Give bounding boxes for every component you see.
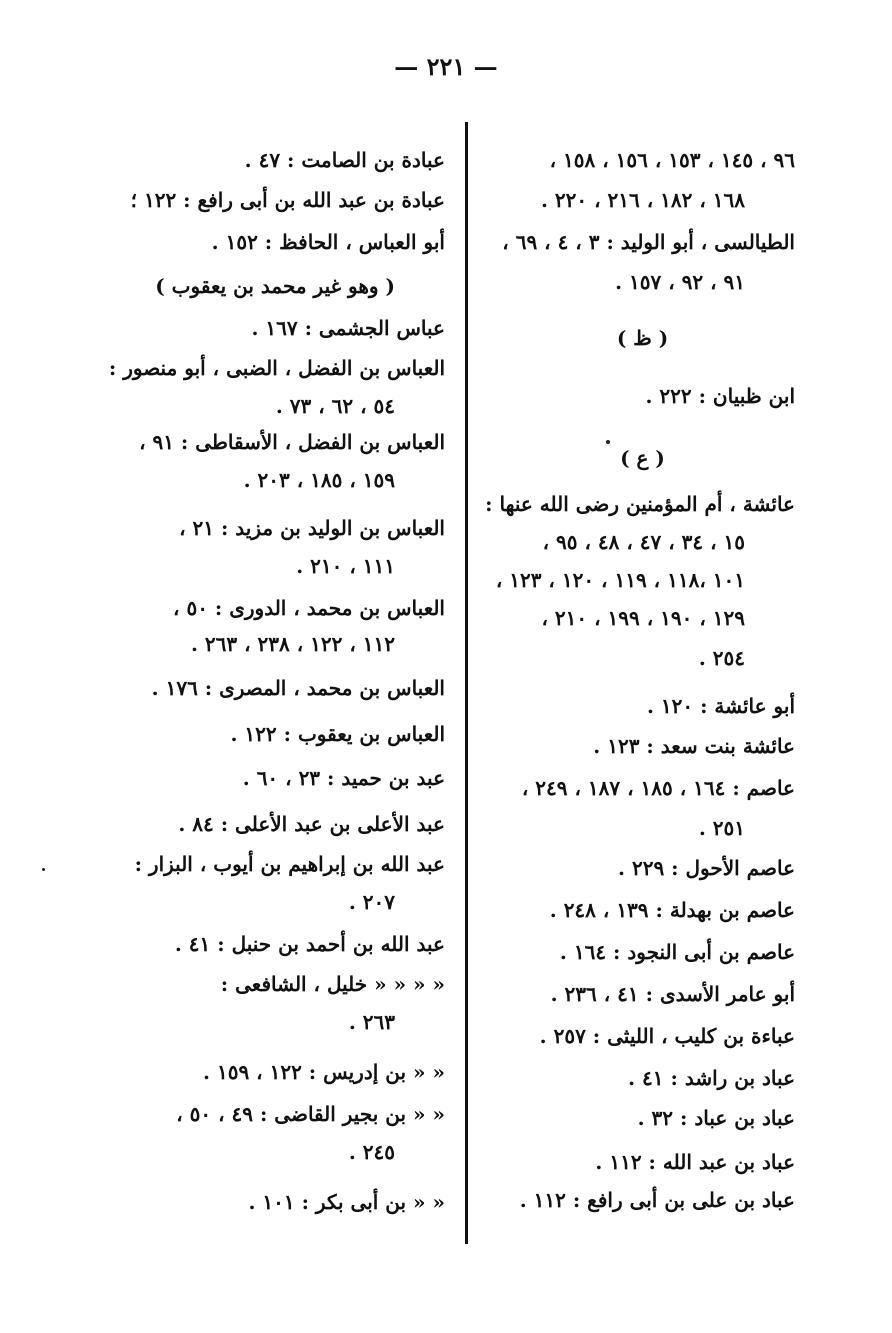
index-line: ١١٢ ، ١٢٢ ، ٢٣٨ ، ٢٦٣ . <box>190 632 395 656</box>
index-line: عباد بن عباد : ٣٢ . <box>637 1106 795 1130</box>
index-line: ١٦٨ ، ١٨٢ ، ٢١٦ ، ٢٢٠ . <box>540 188 745 212</box>
index-line: ٥٤ ، ٦٢ ، ٧٣ . <box>275 394 395 418</box>
index-line: عباس الجشمى : ١٦٧ . <box>251 316 445 340</box>
index-line: ٢٠٧ . <box>348 890 395 914</box>
index-line: ٢٦٣ . <box>348 1010 395 1034</box>
index-line: ١٥ ، ٣٤ ، ٤٧ ، ٤٨ ، ٩٥ ، <box>542 530 745 554</box>
index-line: عبد الله بن إبراهيم بن أيوب ، البزار : <box>134 852 445 876</box>
index-line: ٢٥١ . <box>698 816 745 840</box>
index-line: ٩٦ ، ١٤٥ ، ١٥٣ ، ١٥٦ ، ١٥٨ ، <box>549 148 795 172</box>
index-line: أبو عائشة : ١٢٠ . <box>646 694 795 718</box>
index-line: عباءة بن كليب ، الليثى : ٢٥٧ . <box>539 1024 795 1048</box>
index-line: عباد بن عبد الله : ١١٢ . <box>595 1150 795 1174</box>
index-line: العباس بن الوليد بن مزيد : ٢١ ، <box>179 516 445 540</box>
section-letter-heading: ( ظ ) <box>616 326 669 350</box>
index-line: أبو عامر الأسدى : ٤١ ، ٢٣٦ . <box>550 982 795 1006</box>
index-line: عبد بن حميد : ٢٣ ، ٦٠ . <box>242 766 445 790</box>
index-line: عائشة ، أم المؤمنين رضى الله عنها : <box>485 492 795 516</box>
page-number: — ٢٢١ — <box>394 52 498 81</box>
index-line: الطيالسى ، أبو الوليد : ٣ ، ٤ ، ٦٩ ، <box>502 230 795 254</box>
index-line: العباس بن محمد ، المصرى : ١٧٦ . <box>151 676 445 700</box>
section-letter-heading: ( ع ) <box>620 446 665 470</box>
index-line: العباس بن يعقوب : ١٢٢ . <box>230 722 445 746</box>
index-line: العباس بن الفضل ، الضبى ، أبو منصور : <box>108 356 445 380</box>
index-line: العباس بن الفضل ، الأسقاطى : ٩١ ، <box>139 430 445 454</box>
index-line: ١٥٩ ، ١٨٥ ، ٢٠٣ . <box>243 468 395 492</box>
index-line: عبادة بن الصامت : ٤٧ . <box>244 148 445 172</box>
index-line: عاصم بن بهدلة : ١٣٩ ، ٢٤٨ . <box>549 898 795 922</box>
stray-dot <box>606 440 610 444</box>
index-note: ( وهو غير محمد بن يعقوب ) <box>155 274 395 298</box>
index-line: عبد الله بن أحمد بن حنبل : ٤١ . <box>174 932 445 956</box>
index-line: « « « « خليل ، الشافعى : <box>220 972 445 996</box>
index-line: « « بن إدريس : ١٢٢ ، ١٥٩ . <box>203 1060 445 1084</box>
index-line: عائشة بنت سعد : ١٢٣ . <box>593 734 795 758</box>
index-line: العباس بن محمد ، الدورى : ٥٠ ، <box>173 596 445 620</box>
index-line: عاصم بن أبى النجود : ١٦٤ . <box>559 940 795 964</box>
index-line: ٢٥٤ . <box>698 646 745 670</box>
index-line: « « بن بجير القاضى : ٤٩ ، ٥٠ ، <box>176 1102 445 1126</box>
index-line: ١٠١ ،١١٨ ، ١١٩ ، ١٢٠ ، ١٢٣ ، <box>495 568 745 592</box>
index-line: ٢٤٥ . <box>348 1140 395 1164</box>
index-line: عباد بن على بن أبى رافع : ١١٢ . <box>519 1188 795 1212</box>
index-line: عاصم : ١٦٤ ، ١٨٥ ، ١٨٧ ، ٢٤٩ ، <box>521 776 795 800</box>
index-line: « « بن أبى بكر : ١٠١ . <box>248 1190 445 1214</box>
column-divider <box>465 122 468 1244</box>
index-line: ٩١ ، ٩٢ ، ١٥٧ . <box>615 270 745 294</box>
index-line: عبد الأعلى بن عبد الأعلى : ٨٤ . <box>178 812 445 836</box>
index-line: أبو العباس ، الحافظ : ١٥٢ . <box>211 230 445 254</box>
index-line: عباد بن راشد : ٤١ . <box>628 1066 795 1090</box>
index-line: عاصم الأحول : ٢٢٩ . <box>618 856 795 880</box>
index-line: ابن ظبيان : ٢٢٢ . <box>645 384 795 408</box>
index-line: ١١١ ، ٢١٠ . <box>296 554 395 578</box>
index-line: عبادة بن عبد الله بن أبى رافع : ١٢٢ ؛ <box>130 188 445 212</box>
stray-dot <box>42 868 45 871</box>
index-line: ١٢٩ ، ١٩٠ ، ١٩٩ ، ٢١٠ ، <box>541 606 745 630</box>
